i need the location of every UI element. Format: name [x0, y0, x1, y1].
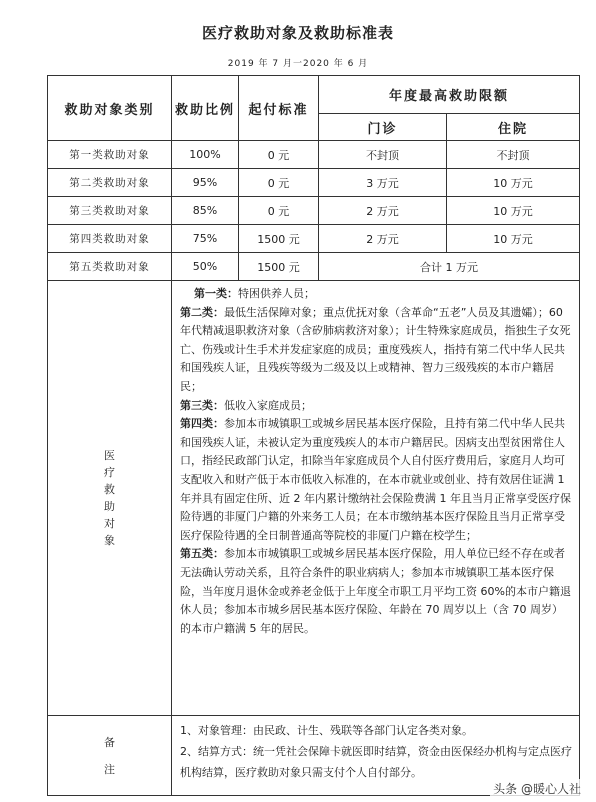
row-ratio: 100%	[172, 141, 239, 169]
assistance-standards-table	[47, 75, 580, 796]
row-outpatient: 2 万元	[319, 225, 447, 253]
table-row	[48, 169, 580, 197]
row-inpatient: 10 万元	[447, 169, 580, 197]
row-category: 第五类救助对象	[48, 253, 172, 281]
class1-paragraph: 第一类：特困供养人员；	[194, 287, 315, 300]
header-ratio: 救助比例	[172, 76, 239, 141]
row-deductible: 1500 元	[239, 253, 319, 281]
row-ratio: 50%	[172, 253, 239, 281]
row-outpatient: 3 万元	[319, 169, 447, 197]
page-title: 医疗救助对象及救助标准表	[201, 24, 394, 42]
row-deductible: 0 元	[239, 141, 319, 169]
class2-paragraph: 第二类：最低生活保障对象；重点优抚对象（含革命“五老”人员及其遗孀）；60 年代精减退职救济对象（含矽肺病救济对象）；计生特殊家庭成员，指独生子女死亡、伤残或计生手术并发症家庭的成员；重度残疾人，指持有第二代中华人民共和国残疾人证，且残疾等级为二级及以上或精神、智力三级残疾的本市户籍居民；	[180, 305, 571, 393]
row-deductible: 0 元	[239, 197, 319, 225]
objects-description	[172, 281, 580, 716]
table-row	[48, 197, 580, 225]
row-outpatient: 不封顶	[319, 141, 447, 169]
note-item: 2、结算方式：统一凭社会保障卡就医即时结算，资金由医保经办机构与定点医疗机构结算，医疗救助对象只需支付个人自付部分。	[180, 745, 572, 779]
row-deductible: 0 元	[239, 169, 319, 197]
row-ratio: 95%	[172, 169, 239, 197]
note-item: 1、对象管理：由民政、计生、残联等各部门认定各类对象。	[180, 724, 473, 737]
objects-label: 医 疗 救 助 对 象	[48, 281, 172, 716]
row-inpatient: 10 万元	[447, 225, 580, 253]
row-combined-limit: 合计 1 万元	[319, 253, 580, 281]
row-category: 第二类救助对象	[48, 169, 172, 197]
row-category: 第四类救助对象	[48, 225, 172, 253]
date-range: 2019 年 7 月一2020 年 6 月	[227, 59, 369, 69]
header-row	[48, 76, 580, 114]
row-ratio: 85%	[172, 197, 239, 225]
class3-paragraph: 第三类：低收入家庭成员；	[180, 398, 312, 412]
header-category: 救助对象类别	[48, 76, 172, 141]
source-watermark: 头条 @暖心人社	[490, 779, 584, 798]
notes-label: 备 注	[48, 716, 172, 796]
row-category: 第一类救助对象	[48, 141, 172, 169]
table-row	[48, 225, 580, 253]
header-deductible: 起付标准	[239, 76, 319, 141]
class4-paragraph: 第四类：参加本市城镇职工或城乡居民基本医疗保险，且持有第二代中华人民共和国残疾人证，未被认定为重度残疾人的本市户籍居民。因病支出型贫困常住人口，指经民政部门认定，扣除当年家庭成员个人自付医疗费用后，家庭月人均可支配收入和财产低于本市低收入标准的，在本市就业或创业、持有效居住证满 1 年并具有固定住所、近 2 年内累计缴纳社会保险费满 1 年且当月正常享受医疗保险待遇的非厦门户籍的外来务工人员；在本市缴纳基本医疗保险且当月正常享受医疗保险待遇的全日制普通高等院校的非厦门户籍在校学生；	[180, 417, 571, 542]
row-category: 第三类救助对象	[48, 197, 172, 225]
class5-paragraph: 第五类：参加本市城镇职工或城乡居民基本医疗保险，用人单位已经不存在或者无法确认劳动关系，且符合条件的职业病病人；参加本市城镇职工基本医疗保险，当年度月退休金或养老金低于上年度全市职工月平均工资 60%的本市户籍退休人员；参加本市城乡居民基本医疗保险、年龄在 70 周岁以上（含 70 周岁）的本市户籍满 5 年的居民。	[180, 547, 571, 635]
row-ratio: 75%	[172, 225, 239, 253]
row-deductible: 1500 元	[239, 225, 319, 253]
row-outpatient: 2 万元	[319, 197, 447, 225]
header-inpatient: 住院	[447, 114, 580, 141]
row-inpatient: 10 万元	[447, 197, 580, 225]
header-annual-limit: 年度最高救助限额	[319, 76, 580, 114]
header-outpatient: 门诊	[319, 114, 447, 141]
table-row	[48, 253, 580, 281]
table-row	[48, 141, 580, 169]
assistance-objects-row	[48, 281, 580, 716]
row-inpatient: 不封顶	[447, 141, 580, 169]
